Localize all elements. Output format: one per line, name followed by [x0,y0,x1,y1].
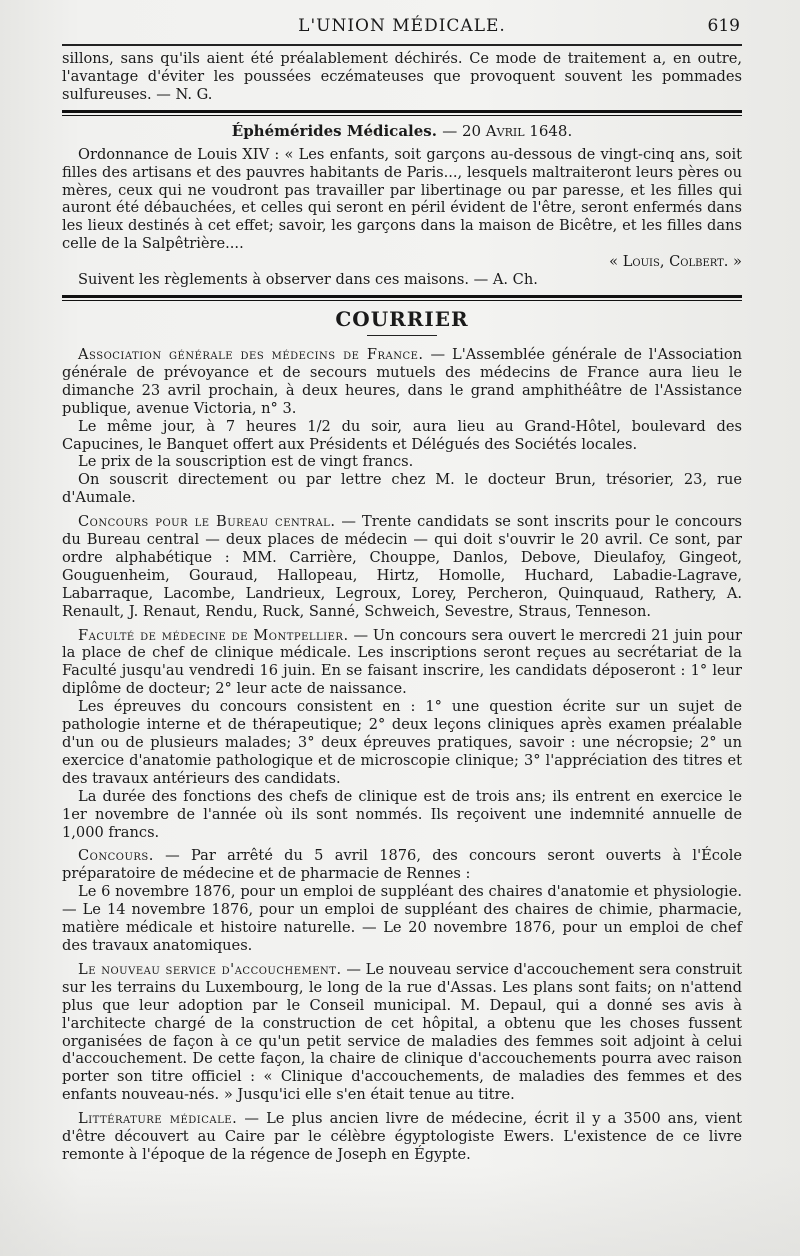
accouchement-paragraph [62,961,742,1104]
page-number: 619 [707,16,740,36]
montpellier-paragraph [62,627,742,699]
header-rule [62,44,742,46]
ephemerides-body: Ordonnance de Louis XIV : « Les enfants, soit garçons au-dessous de vingt-cinq ans, soit filles des artisans et des pauvres habitants de Paris..., lesquels maltraiteront leurs pères ou mères, ceux qui ne voudront pas travailler par libertinage ou par paresse, et les filles qui auront été débauchées, et celles qui seront en péril évident de l'être, seront enfermés dans les lieux destinés à cet effet; savoir, les garçons dans la maison de Bicêtre, et les filles dans celle de la Salpêtrière.... [62,145,742,253]
running-head: L'UNION MÉDICALE. [298,16,506,36]
association-subscription: On souscrit directement ou par lettre chez M. le docteur Brun, trésorier, 23, rue d'Aumale. [62,471,742,507]
association-text: — L'Assemblée générale de l'Association générale de prévoyance et de secours mutuels des médecins de France aura lieu le dimanche 23 avril prochain, à deux heures, dans le grand amphithéâtre de l'Assistance publique, avenue Victoria, n° 3. [62,345,743,417]
montpellier-epreuves: Les épreuves du concours consistent en : 1° une question écrite sur un sujet de pathologie interne et de thérapeutique; 2° deux leçons cliniques après examen préalable d'un ou de plusieurs malades; 3° deux épreuves pratiques, savoir : une nécropsie; 2° un exercice d'anatomie pathologique et de microscopie clinique; 3° l'appréciation des titres et des travaux antérieurs des candidats. [62,698,742,787]
litterature-lead: Littérature médicale. [78,1110,238,1128]
ephemerides-closing: Suivent les règlements à observer dans ces maisons. — A. Ch. [78,271,538,289]
association-lead: Association générale des médecins de France. [78,345,424,363]
accouchement-lead: Le nouveau service d'accouchement. [78,960,342,978]
litterature-text: — Le plus ancien livre de médecine, écrit il y a 3500 ans, vient d'être découvert au Caire par le célèbre égyptologiste Ewers. L'existence de ce livre remonte à l'époque de la régence de Joseph en Égypte. [62,1110,742,1163]
section-divider [62,110,742,116]
montpellier-duree: La durée des fonctions des chefs de clinique est de trois ans; ils entrent en exercice le 1er novembre de l'année où ils sont nommés. Ils reçoivent une indemnité annuelle de 1,000 francs. [62,787,742,841]
concours-lead: Concours. [78,847,154,865]
section-divider [62,295,742,301]
ephemerides-heading: Éphémérides Médicales. [231,121,437,140]
association-banquet: Le même jour, à 7 heures 1/2 du soir, aura lieu au Grand-Hôtel, boulevard des Capucines, le Banquet offert aux Présidents et Délégués des Sociétés locales. [62,417,742,453]
ephemerides-title [62,122,742,140]
courrier-title: COURRIER [335,306,469,331]
ephemerides-signature: « Louis, Colbert. » [609,253,742,271]
title-underline [367,335,437,336]
montpellier-lead: Faculté de médecine de Montpellier. [78,626,349,644]
association-price: Le prix de la souscription est de vingt francs. [78,453,414,471]
page-bleed-through [0,1166,800,1256]
association-paragraph [62,346,742,418]
litterature-paragraph [62,1110,742,1164]
concours-text: — Par arrêté du 5 avril 1876, des concours seront ouverts à l'École préparatoire de médecine et de pharmacie de Rennes : [62,847,742,883]
concours-dates: Le 6 novembre 1876, pour un emploi de suppléant des chaires d'anatomie et physiologie. — Le 14 novembre 1876, pour un emploi de suppléant des chaires de chimie, pharmacie, matière médicale et histoire naturelle. — Le 20 novembre 1876, pour un emploi de chef des travaux anatomiques. [62,883,742,954]
concours-paragraph [62,847,742,883]
intro-paragraph: sillons, sans qu'ils aient été préalablement déchirés. Ce mode de traitement a, en outre, l'avantage d'éviter les poussées eczémateuses que provoquent souvent les pommades sulfureuses. — N. G. [62,50,742,103]
ephemerides-date: — 20 Avril 1648. [442,121,573,140]
accouchement-text: — Le nouveau service d'accouchement sera construit sur les terrains du Luxembourg, le long de la rue d'Assas. Les plans sont faits; on n'attend plus que leur adoption par le Conseil municipal. M. Depaul, qui a donné ses avis à l'architecte chargé de la construction de cet hôpital, a obtenu que les choses fussent organisées de façon à ce qu'un petit service de maladies des femmes soit adjoint à celui d'accouchement. De cette façon, la chaire de clinique d'accouchements pourra avec raison porter son titre officiel : « Clinique d'accouchements, de maladies des femmes et des enfants nouveau-nés. » Jusqu'ici elle s'en était tenue au titre. [62,960,742,1104]
bureau-lead: Concours pour le Bureau central. [78,513,336,531]
page-header [62,10,742,40]
bureau-text: — Trente candidats se sont inscrits pour le concours du Bureau central — deux places de médecin — qui doit s'ouvrir le 20 avril. Ce sont, par ordre alphabétique : MM. Carrière, Chouppe, Danlos, Debove, Dieulafoy, Gingeot, Gouguenheim, Gouraud, Hallopeau, Hirtz, Homolle, Huchard, Labadie-Lagrave, Labarraque, Lacombe, Landrieux, Legroux, Lorey, Percheron, Quinquaud, Rathery, A. Renault, J. Renaut, Rendu, Ruck, Sanné, Schweich, Sevestre, Straus, Tenneson. [62,513,742,620]
montpellier-text: — Un concours sera ouvert le mercredi 21 juin pour la place de chef de clinique médicale. Les inscriptions seront reçues au secrétariat de la Faculté jusqu'au vendredi 16 juin. En se faisant inscrire, les candidats déposeront : 1° leur diplôme de docteur; 2° leur acte de naissance. [62,626,742,698]
bureau-paragraph [62,513,742,620]
